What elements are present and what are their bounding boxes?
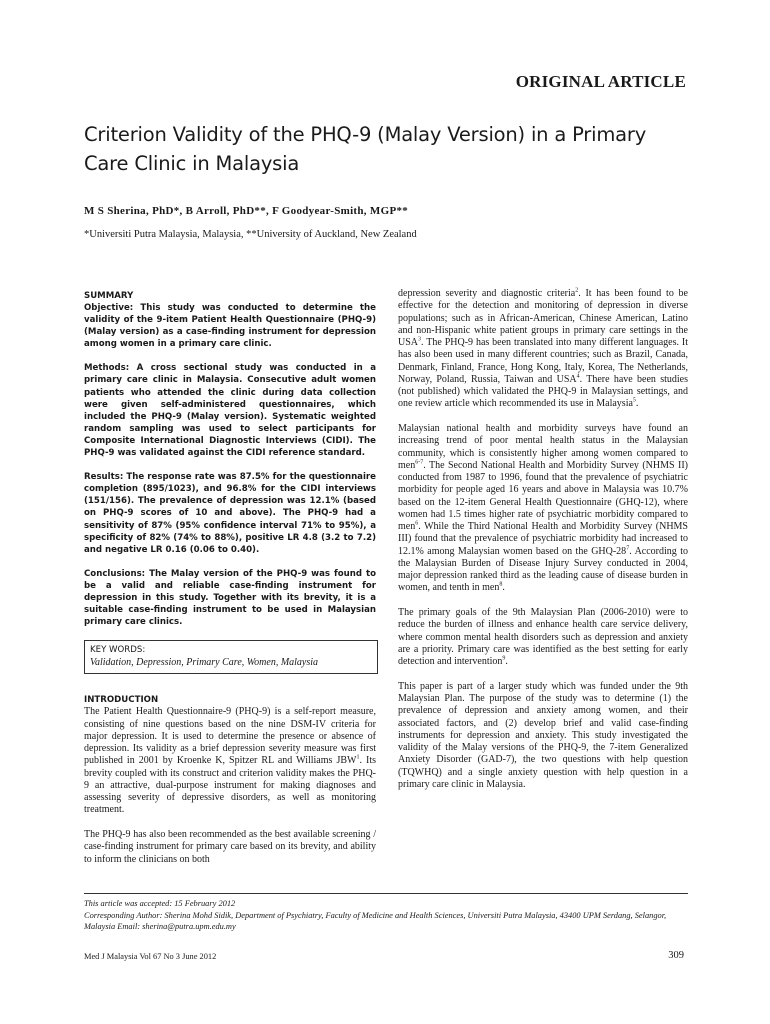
summary-methods: Methods: A cross sectional study was conducted in a primary care clinic in Malaysia. Consecutive adult women patients who attended the clinic during data collection were given self-administered questionnaires, which included the PHQ-9 (Malay version). Systematic weighted random sampling was used to select participants for Composite International Diagnostic Interviews (CIDI). The PHQ-9 was validated against the CIDI reference standard. xyxy=(84,363,376,459)
keywords-box xyxy=(84,640,378,674)
summary-objective: Objective: This study was conducted to determine the validity of the 9-item Patient Health Questionnaire (PHQ-9) (Malay version) as a case-finding instrument for depression among women in a primary care clinic. xyxy=(84,303,376,350)
author-list: M S Sherina, PhD*, B Arroll, PhD**, F Goodyear-Smith, MGP** xyxy=(84,205,409,217)
keywords-text: Validation, Depression, Primary Care, Women, Malaysia xyxy=(90,657,319,669)
intro-paragraph-1: The Patient Health Questionnaire-9 (PHQ-9) is a self-report measure, consisting of nine questions based on the nine DSM-IV criteria for major depression. It is used to determine the presence or absence of depression. Its validity as a brief depression severity measure was first published in 2001 by Kroenke K, Spitzer RL and Williams JBW$^1$. Its brevity coupled with its construct and criterion validity makes the PHQ-9 an attractive, dual-purpose instrument for making diagnoses and assessing severity of depressive disorders, as well as monitoring treatment. xyxy=(84,706,376,816)
intro-paragraph-6: This paper is part of a larger study which was funded under the 9th Malaysian Plan. The purpose of the study was to determine (1) the prevalence of depression and anxiety among women, and their associated factors, and (2) develop brief and valid case-finding instruments for depression and anxiety. This study investigated the validity of the Malay versions of the PHQ-9, the 7-item Generalized Anxiety Disorder (GAD-7), the two questions with help question (TQWHQ) and a single anxiety question with help question in a primary care clinic in Malaysia. xyxy=(398,680,688,790)
intro-paragraph-5: The primary goals of the 9th Malaysian Plan (2006-2010) were to reduce the burden of illness and enhance health care service delivery, where common mental health disorders such as depression and anxiety are a priority. Primary care was identified as the best setting for early detection and intervention$^9$. xyxy=(398,607,688,667)
intro-paragraph-4: Malaysian national health and morbidity surveys have found an increasing trend of poor mental health status in the Malaysian community, which is consistently higher among women compared to men$^{6-7}$. The Second National Health and Morbidity Survey (NHMS II) conducted from 1987 to 1996, found that the prevalence of psychiatric morbidity for people aged 16 years and above in Malaysia was 10.7% based on the 12-item General Health Questionnaire (GHQ-12), where women had 1.5 times higher rate of psychiatric morbidity compared to men$^6$. While the Third National Health and Morbidity Survey (NHMS III) found that the prevalence of psychiatric morbidity had increased to 12.1% among Malaysian women based on the GHQ-$28^7$. According to the Malaysian Burden of Disease Injury Survey conducted in 2004, major depression ranked third as the leading cause of disease burden in women, and tenth in men$^8$. xyxy=(398,423,688,594)
journal-citation: Med J Malaysia Vol 67 No 3 June 2012 xyxy=(84,952,217,961)
intro-paragraph-2: The PHQ-9 has also been recommended as the best available screening / case-finding instrument for primary care based on its brevity, and ability to inform the clinicians on both xyxy=(84,829,376,865)
footer-rule xyxy=(84,893,688,894)
article-title: Criterion Validity of the PHQ-9 (Malay Version) in a Primary Care Clinic in Malaysia xyxy=(84,123,647,175)
intro-paragraph-3: depression severity and diagnostic criteria$^2$. It has been found to be effective for the detection and monitoring of depression in diverse populations; such as in African-American, Chinese American, Latino and non-Hispanic white patient groups in primary care settings in the USA$^3$. The PHQ-9 has been translated into many different languages. It has also been used in many different countries; such as Brazil, Canada, Denmark, Finland, France, Hong Kong, Italy, Korea, The Netherlands, Norway, Poland, Russia, Taiwan and USA$^4$. There have been studies (not published) which validated the PHQ-9 in Malaysian settings, and one review article which recommended its use in Malaysia$^5$. xyxy=(398,287,689,410)
right-column xyxy=(398,288,688,804)
left-column xyxy=(84,290,376,878)
keywords-heading: KEY WORDS: xyxy=(90,645,146,656)
corresponding-author-note: Corresponding Author: Sherina Mohd Sidik, Department of Psychiatry, Faculty of Medicine and Health Sciences, Universiti Putra Malaysia, 43400 UPM Serdang, Selangor, Malaysia Email: sherina@putra.upm.edu.my xyxy=(84,910,667,932)
accepted-note: This article was accepted: 15 February 2012 xyxy=(84,899,236,908)
page-number: 309 xyxy=(668,950,684,961)
summary-conclusions: Conclusions: The Malay version of the PHQ-9 was found to be a valid and reliable case-finding instrument for depression in this study. Together with its brevity, it is a suitable case-finding instrument to be used in Malaysian primary care clinics. xyxy=(84,568,376,628)
affiliations: *Universiti Putra Malaysia, Malaysia, **University of Auckland, New Zealand xyxy=(84,229,417,240)
summary-results: Results: The response rate was 87.5% for the questionnaire completion (895/1023), and 96.8% for the CIDI interviews (151/156). The prevalence of depression was 12.1% (based on PHQ-9 scores of 10 and above). The PHQ-9 had a sensitivity of 87% (95% confidence interval 71% to 95%), a specificity of 82% (74% to 88%), positive LR 4.8 (3.2 to 7.2) and negative LR 0.16 (0.06 to 0.40). xyxy=(84,472,376,555)
footnote xyxy=(84,898,688,933)
introduction-heading: INTRODUCTION xyxy=(84,695,159,706)
section-label: ORIGINAL ARTICLE xyxy=(515,72,686,91)
summary-heading: SUMMARY xyxy=(84,291,134,301)
